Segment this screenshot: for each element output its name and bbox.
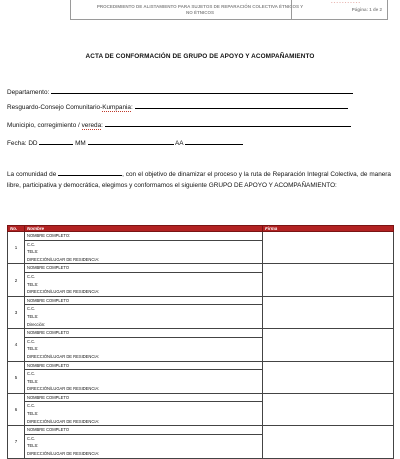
- table-row: [8, 393, 394, 425]
- nombre-completo-label: NOMBRE COMPLETO:: [25, 232, 262, 241]
- tels-label: TELS:: [27, 313, 39, 319]
- fecha-aa-label: AA: [174, 140, 184, 147]
- header-procedure-text: PROCEDIMIENTO DE ALISTAMIENTO PARA SUJETOS DE REPARACIÓN COLECTIVA ÉTNICOS Y NO ÉTNICOS: [96, 4, 304, 15]
- direccion-label: DIRECCIÓN/LUGAR DE RESIDENCIA:: [27, 418, 100, 424]
- row-signature[interactable]: [263, 393, 394, 425]
- field-departamento: [7, 87, 353, 96]
- row-signature[interactable]: [263, 361, 394, 393]
- row-details[interactable]: [25, 361, 263, 393]
- direccion-label: DIRECCIÓN/LUGAR DE RESIDENCIA:: [27, 289, 100, 295]
- cc-label: C.C.: [27, 273, 36, 279]
- field-resguardo: [7, 102, 348, 111]
- table-row: [8, 426, 394, 458]
- nombre-completo-label: NOMBRE COMPLETO: [25, 426, 262, 435]
- row-details[interactable]: [25, 393, 263, 425]
- cc-label: C.C.: [27, 241, 36, 247]
- field-municipio: [7, 120, 351, 129]
- fecha-dd-line[interactable]: [39, 138, 73, 145]
- header-no: No.: [8, 226, 25, 232]
- tels-label: TELS:: [27, 411, 39, 417]
- direccion-label: DIRECCIÓN/LUGAR DE RESIDENCIA:: [27, 256, 100, 262]
- tels-label: TELS:: [27, 346, 39, 352]
- row-number: 3: [8, 296, 25, 328]
- tels-label: TELS:: [27, 378, 39, 384]
- table-row: [8, 264, 394, 296]
- row-details[interactable]: [25, 329, 263, 361]
- row-number: 7: [8, 426, 25, 458]
- row-signature[interactable]: [263, 426, 394, 458]
- cc-label: C.C.: [27, 338, 36, 344]
- row-details[interactable]: [25, 426, 263, 458]
- fecha-mm-label: MM: [75, 140, 86, 147]
- municipio-label-misspelled: vereda: [81, 122, 102, 129]
- row-details[interactable]: [25, 296, 263, 328]
- row-number: 4: [8, 329, 25, 361]
- row-signature[interactable]: [263, 329, 394, 361]
- municipio-line[interactable]: [105, 120, 351, 127]
- municipio-label-suffix: :: [101, 122, 103, 129]
- fecha-dd-label: Fecha: DD: [7, 140, 38, 147]
- table-row: [8, 232, 394, 264]
- paragraph-part2: , con el objetivo de dinamizar el proceso y la ruta de Reparación Integral Colectiva, de manera libre, participativa y democrática, elegimos y conformamos el siguiente GRUPO DE APOYO Y ACOMPAÑAMIENTO:: [7, 171, 391, 189]
- table-row: [8, 296, 394, 328]
- direccion-label: Dirección:: [27, 321, 46, 327]
- direccion-label: DIRECCIÓN/LUGAR DE RESIDENCIA:: [27, 353, 100, 359]
- row-number: 5: [8, 361, 25, 393]
- document-title: ACTA DE CONFORMACIÓN DE GRUPO DE APOYO Y ACOMPAÑAMIENTO: [85, 53, 315, 60]
- table-row: [8, 361, 394, 393]
- cc-label: C.C.: [27, 403, 36, 409]
- row-signature[interactable]: [263, 232, 394, 264]
- direccion-label: DIRECCIÓN/LUGAR DE RESIDENCIA:: [27, 451, 100, 457]
- tels-label: TELS:: [27, 443, 39, 449]
- nombre-completo-label: NOMBRE COMPLETO: [25, 264, 262, 273]
- row-details[interactable]: [25, 232, 263, 264]
- header-nombre: Nombre: [25, 226, 263, 232]
- resguardo-line[interactable]: [135, 102, 348, 109]
- header-firma: Firma: [263, 226, 394, 232]
- cc-label: C.C.: [27, 306, 36, 312]
- departamento-line[interactable]: [51, 87, 353, 94]
- fecha-aa-line[interactable]: [185, 138, 243, 145]
- fecha-mm-line[interactable]: [88, 138, 174, 145]
- resguardo-label-misspelled: Kumpania: [102, 104, 131, 111]
- resguardo-label-suffix: :: [130, 104, 133, 111]
- nombre-completo-label: NOMBRE COMPLETO: [25, 394, 262, 403]
- paragraph-part1: La comunidad de: [7, 171, 57, 178]
- row-number: 6: [8, 393, 25, 425]
- header-page-number: Página: 1 de 2: [351, 7, 382, 12]
- direccion-label: DIRECCIÓN/LUGAR DE RESIDENCIA:: [27, 386, 100, 392]
- field-fecha: [7, 138, 243, 147]
- row-signature[interactable]: [263, 264, 394, 296]
- header-code: - - - - - - - - - - -: [331, 0, 360, 5]
- cc-label: C.C.: [27, 371, 36, 377]
- resguardo-label-prefix: Resguardo-Consejo Comunitario-: [7, 104, 103, 111]
- nombre-completo-label: NOMBRE COMPLETO: [25, 297, 262, 306]
- table-row: [8, 329, 394, 361]
- row-number: 1: [8, 232, 25, 264]
- intro-paragraph: [7, 169, 391, 191]
- cc-label: C.C.: [27, 435, 36, 441]
- row-details[interactable]: [25, 264, 263, 296]
- municipio-label-prefix: Municipio, corregimiento /: [7, 122, 82, 129]
- row-signature[interactable]: [263, 296, 394, 328]
- nombre-completo-label: NOMBRE COMPLETO: [25, 329, 262, 338]
- comunidad-line[interactable]: [58, 169, 122, 176]
- departamento-label: Departamento:: [7, 89, 50, 96]
- row-number: 2: [8, 264, 25, 296]
- nombre-completo-label: NOMBRE COMPLETO: [25, 362, 262, 371]
- tels-label: TELS:: [27, 249, 39, 255]
- tels-label: TELS:: [27, 281, 39, 287]
- members-table: [7, 225, 394, 459]
